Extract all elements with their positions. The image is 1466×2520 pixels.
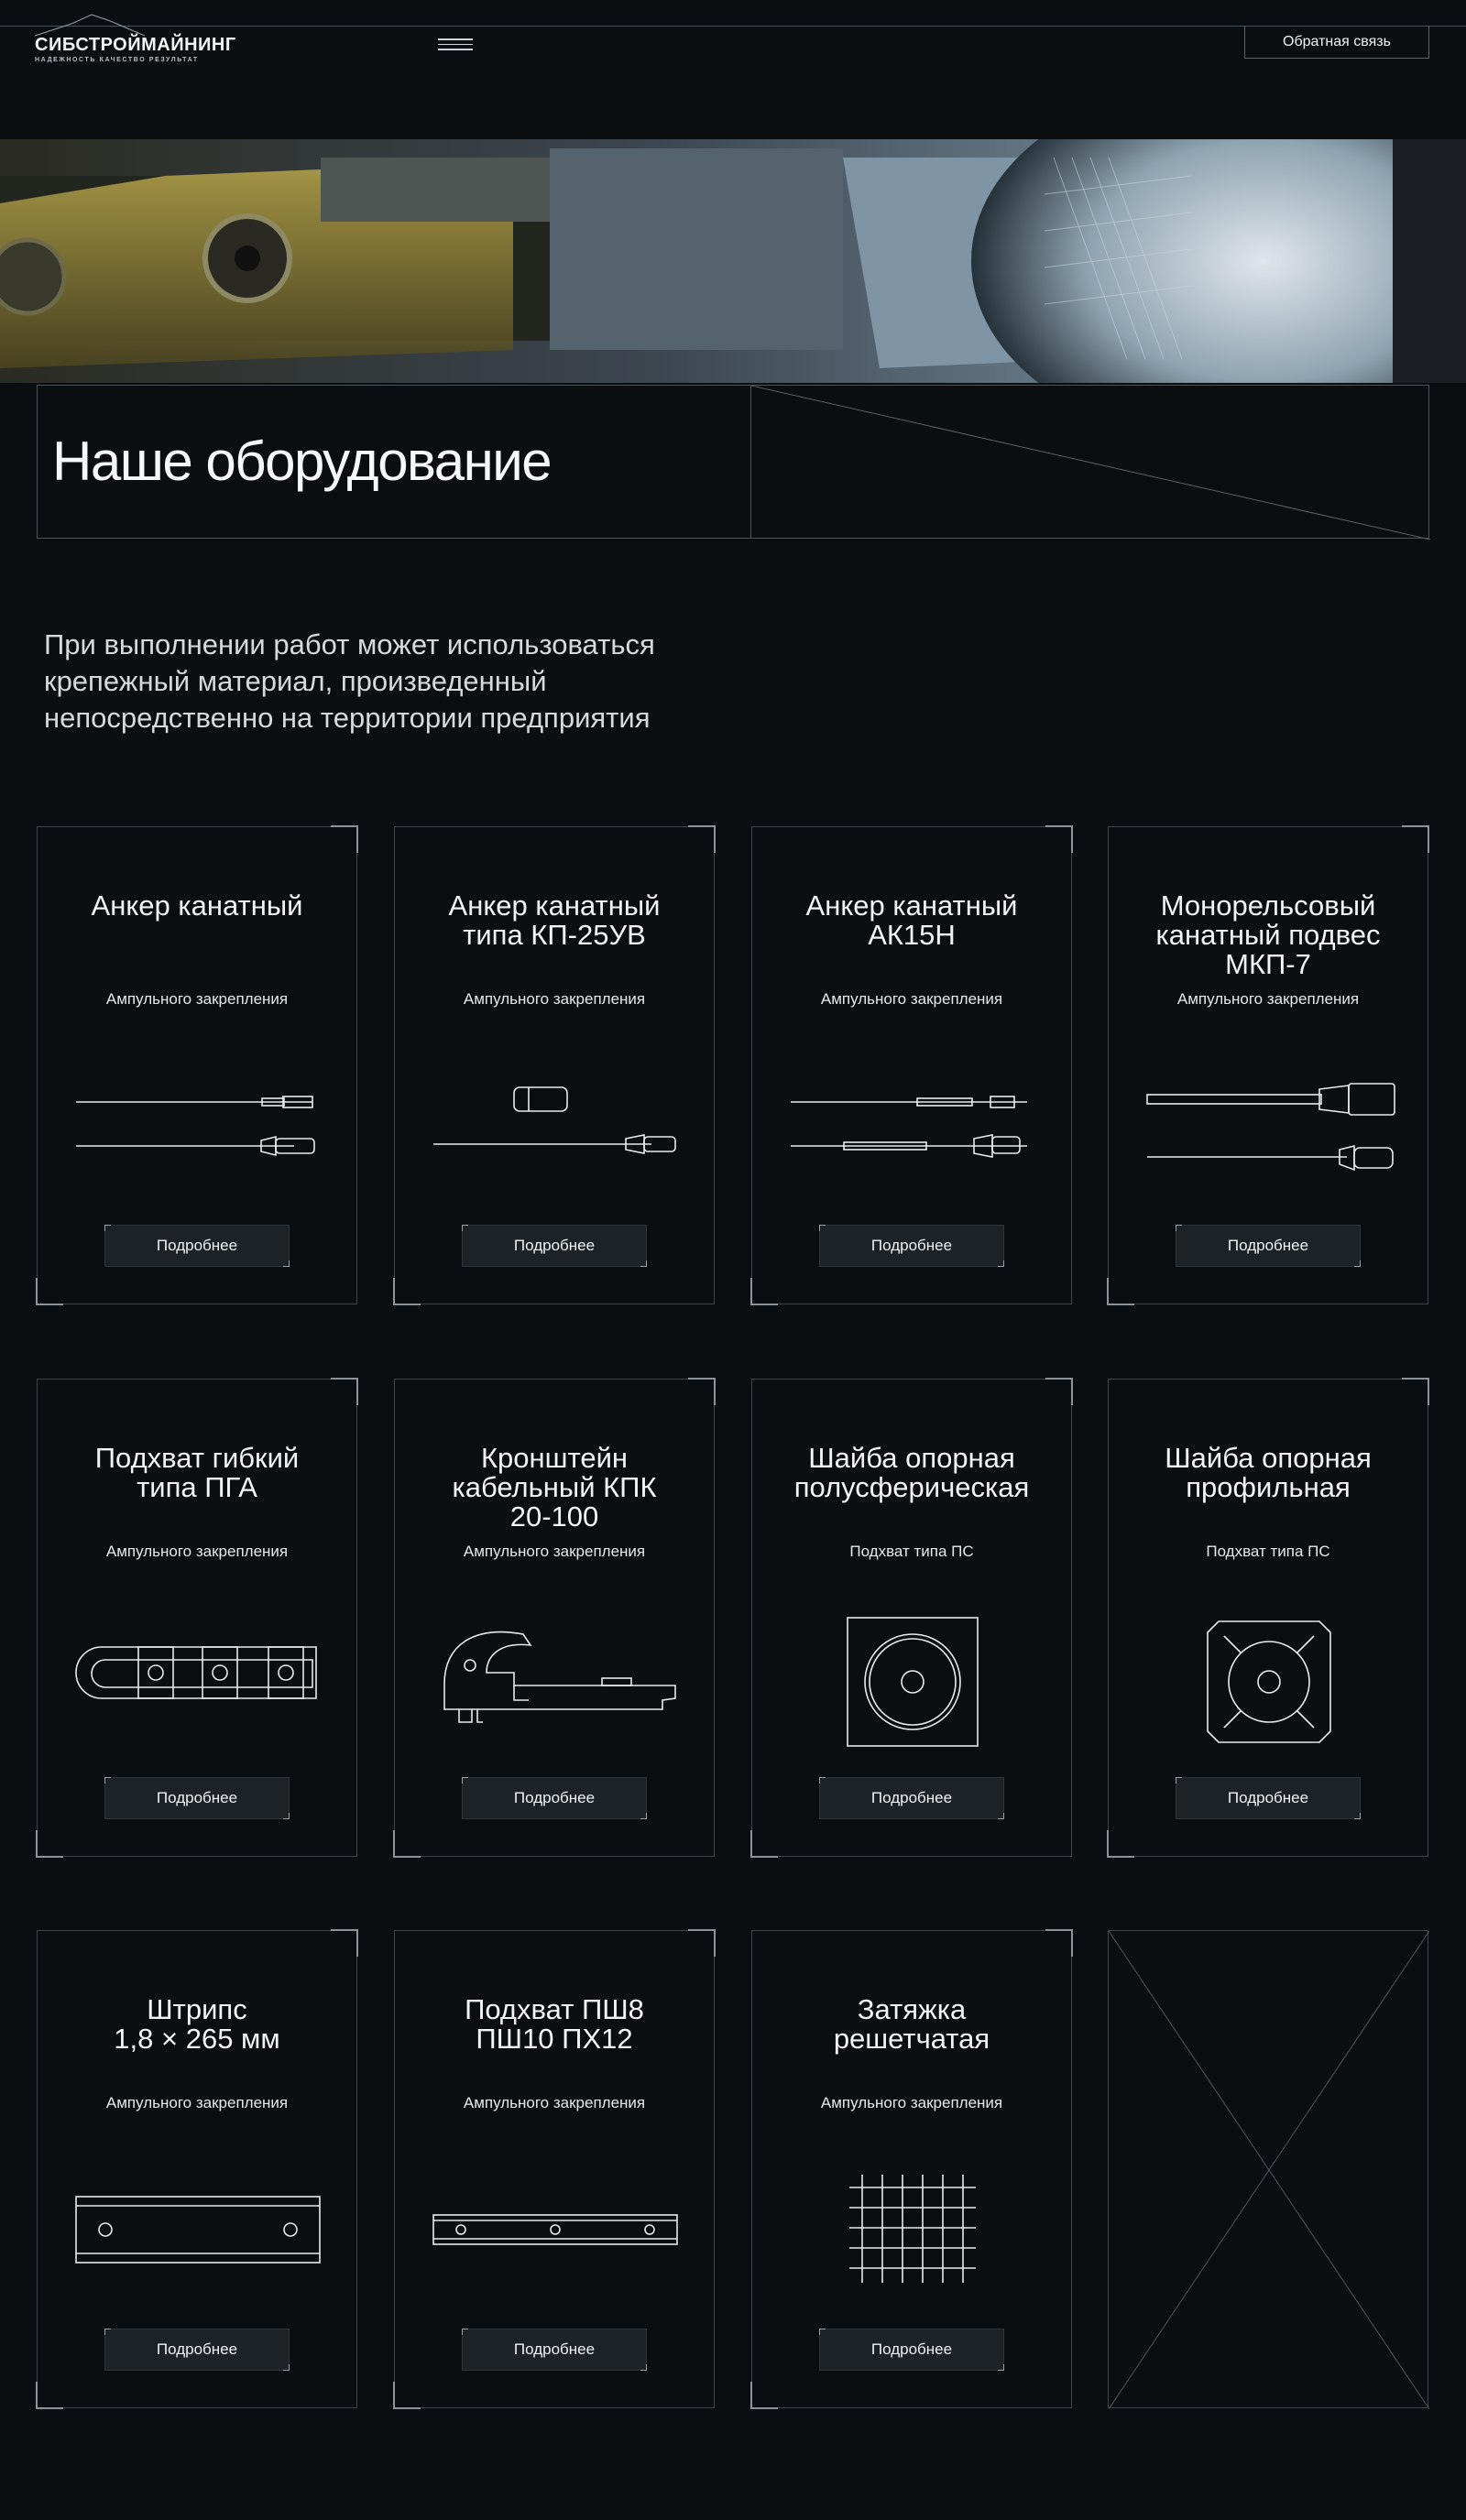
details-button[interactable]: Подробнее [104, 2329, 290, 2371]
strip-icon [65, 2160, 331, 2307]
product-card [37, 1379, 357, 1857]
card-title: Анкер канатный АК15Н [805, 889, 1018, 951]
card-subtitle: Ампульного закрепления [105, 1543, 289, 1560]
hamburger-icon[interactable] [438, 38, 473, 53]
card-subtitle: Ампульного закрепления [820, 990, 1003, 1008]
details-button[interactable]: Подробнее [104, 1225, 290, 1267]
profile-washer-icon [1136, 1609, 1402, 1755]
details-button[interactable]: Подробнее [462, 2329, 647, 2371]
card-title: Шайба опорная профильная [1165, 1442, 1372, 1503]
cable-anchor-kp25-icon [422, 1056, 688, 1203]
page-title: Наше оборудование [52, 431, 552, 492]
details-button[interactable]: Подробнее [462, 1777, 647, 1819]
product-card [1108, 1379, 1428, 1857]
card-title: Монорельсовый канатный подвес МКП-7 [1155, 889, 1381, 980]
mountain-logo-icon [35, 11, 145, 37]
hemispherical-washer-icon [780, 1609, 1045, 1755]
feedback-button[interactable]: Обратная связь [1244, 26, 1429, 59]
monorail-hanger-icon [1136, 1056, 1402, 1203]
card-title: Подхват гибкий типа ПГА [94, 1442, 300, 1503]
mesh-lagging-icon [780, 2160, 1045, 2307]
product-card [394, 1379, 715, 1857]
card-subtitle: Подхват типа ПС [849, 1543, 974, 1560]
hero-machinery-image [0, 139, 1466, 383]
card-title: Шайба опорная полусферическая [793, 1442, 1030, 1503]
title-frame [37, 385, 751, 539]
logo-name: СИБСТРОЙМАЙНИНГ [35, 35, 236, 55]
details-button[interactable]: Подробнее [1176, 1777, 1361, 1819]
product-card [751, 1930, 1072, 2408]
cable-anchor-icon [65, 1056, 331, 1203]
product-card [37, 826, 357, 1304]
product-card [751, 826, 1072, 1304]
details-button[interactable]: Подробнее [819, 1225, 1004, 1267]
title-decoration [750, 385, 1429, 539]
cable-bracket-icon [422, 1609, 688, 1755]
details-button[interactable]: Подробнее [819, 2329, 1004, 2371]
title-section [37, 385, 1429, 539]
card-subtitle: Ампульного закрепления [463, 1543, 646, 1560]
product-card [394, 1930, 715, 2408]
details-button[interactable]: Подробнее [104, 1777, 290, 1819]
logo[interactable] [35, 35, 236, 63]
flexible-bracket-icon [65, 1609, 331, 1755]
card-title: Подхват ПШ8 ПШ10 ПХ12 [465, 1993, 644, 2055]
card-subtitle: Ампульного закрепления [463, 990, 646, 1008]
card-title: Кронштейн кабельный КПК 20-100 [452, 1442, 657, 1533]
card-subtitle: Ампульного закрепления [105, 990, 289, 1008]
product-card [751, 1379, 1072, 1857]
card-subtitle: Ампульного закрепления [463, 2094, 646, 2111]
site-header [0, 0, 1466, 137]
card-subtitle: Ампульного закрепления [820, 2094, 1003, 2111]
product-card [394, 826, 715, 1304]
card-subtitle: Ампульного закрепления [1176, 990, 1360, 1008]
intro-text: При выполнении работ может использоваться крепежный материал, произведенный непосредственно на территории предприятия [44, 628, 655, 734]
product-card [37, 1930, 357, 2408]
cable-anchor-ak15n-icon [780, 1056, 1045, 1203]
details-button[interactable]: Подробнее [1176, 1225, 1361, 1267]
details-button[interactable]: Подробнее [462, 1225, 647, 1267]
card-title: Штрипс 1,8 × 265 мм [114, 1993, 280, 2055]
logo-tagline: НАДЕЖНОСТЬ КАЧЕСТВО РЕЗУЛЬТАТ [35, 57, 199, 63]
pickup-bar-icon [422, 2160, 688, 2307]
card-title: Анкер канатный типа КП-25УВ [448, 889, 661, 951]
card-subtitle: Подхват типа ПС [1206, 1543, 1330, 1560]
product-card [1108, 826, 1428, 1304]
card-title: Затяжка решетчатая [833, 1993, 990, 2055]
empty-card-placeholder [1108, 1930, 1428, 2408]
card-title: Анкер канатный [91, 889, 303, 922]
details-button[interactable]: Подробнее [819, 1777, 1004, 1819]
card-subtitle: Ампульного закрепления [105, 2094, 289, 2111]
diagonal-line-decoration [751, 386, 1430, 540]
cross-placeholder-icon [1109, 1931, 1429, 2409]
